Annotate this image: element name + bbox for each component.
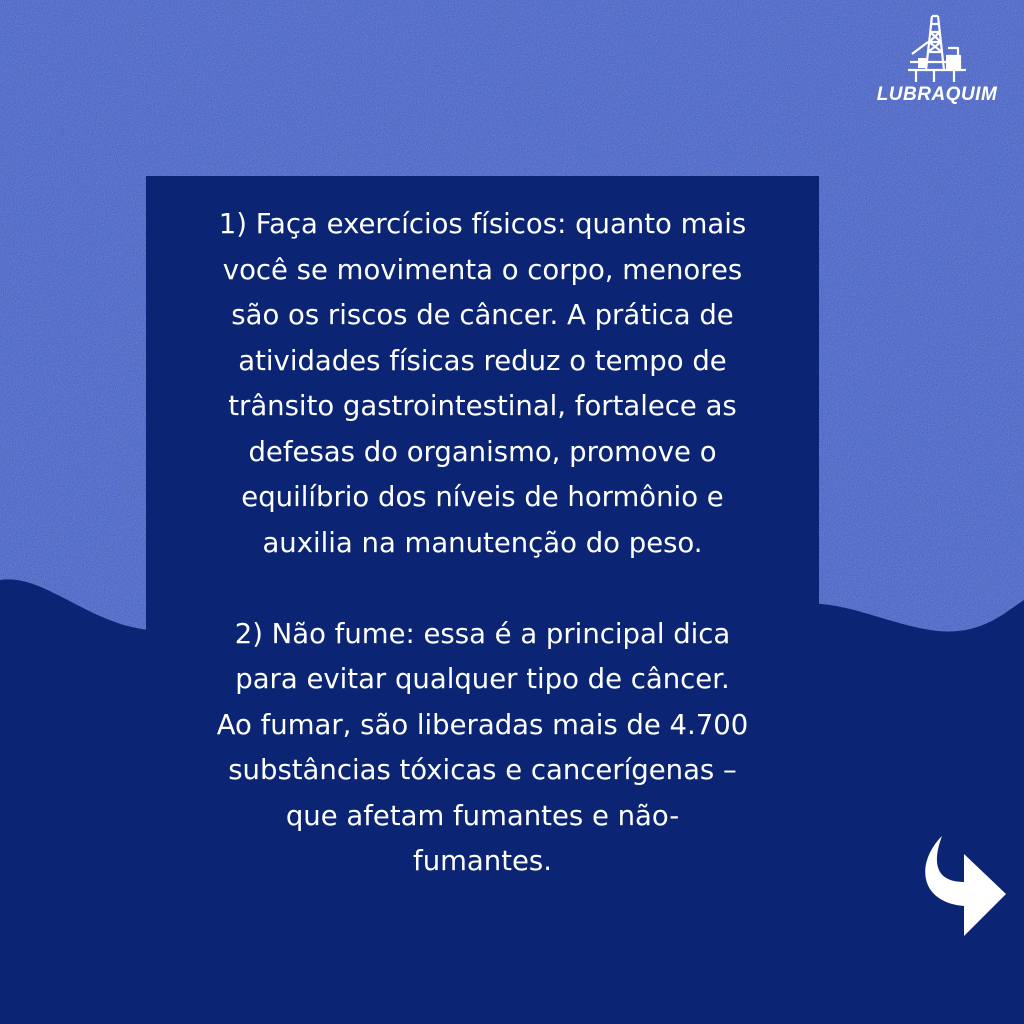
brand-name: LUBRAQUIM (876, 84, 998, 105)
curved-arrow-right-icon[interactable] (912, 832, 1012, 944)
tip-exercise: 1) Faça exercícios físicos: quanto mais você se movimenta o corpo, menores são os riscos de câncer. A prática de atividades físicas reduz o tempo de trânsito gastrointestinal, fortalece as defesas do organismo, promove o equilíbrio dos níveis de hormônio e auxilia na manutenção do peso. (218, 208, 747, 559)
tips-text (146, 202, 819, 885)
tip-no-smoking: 2) Não fume: essa é a principal dica para evitar qualquer tipo de câncer. Ao fumar, são liberadas mais de 4.700 substâncias tóxicas e cancerígenas – que afetam fumantes e não- fumantes. (216, 617, 749, 877)
